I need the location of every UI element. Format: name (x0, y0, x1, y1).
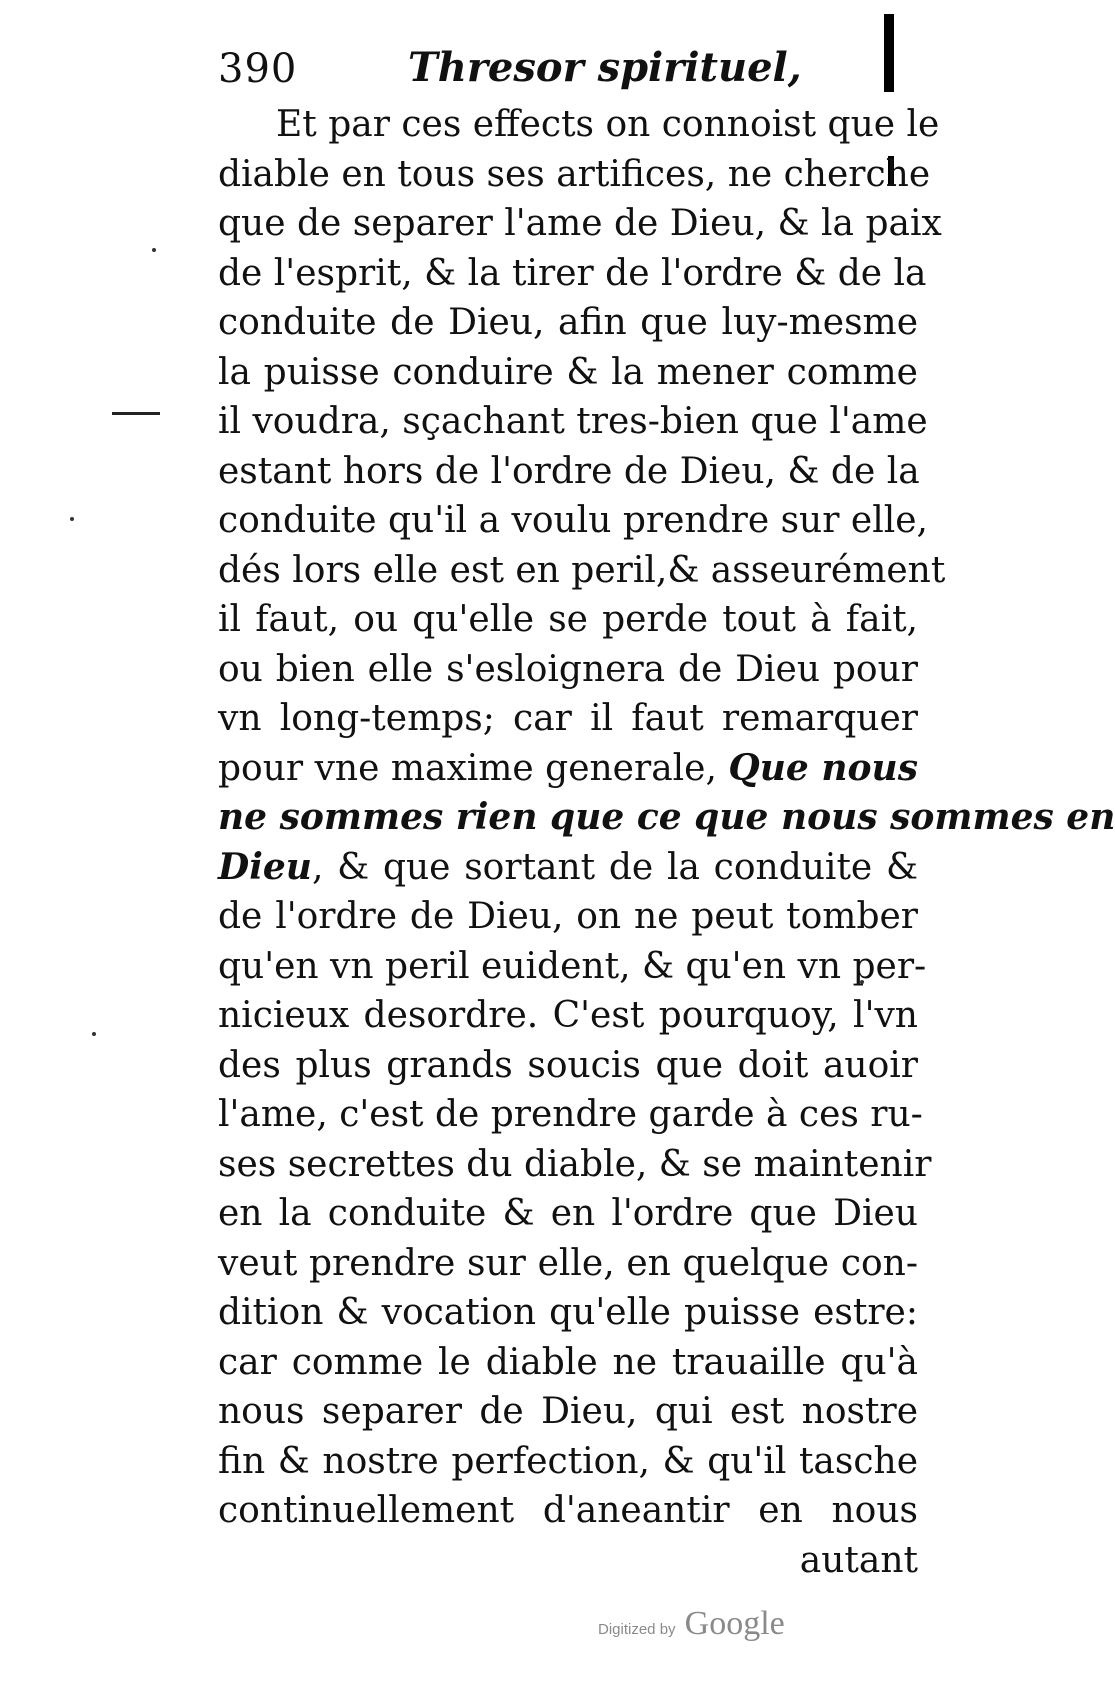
body-text (218, 100, 1115, 1585)
text-line: de l'ordre de Dieu, on ne peut tomber (218, 896, 918, 937)
text-line: qu'en vn peril euident, & qu'en vn per- (218, 945, 927, 987)
text-line: en la conduite & en l'ordre que Dieu (218, 1193, 918, 1234)
text-line: il voudra, sçachant tres-bien que l'ame (218, 401, 928, 442)
google-wordmark: Google (684, 1605, 785, 1642)
speck (92, 1032, 96, 1036)
running-head: Thresor spirituel, (408, 44, 802, 91)
text-line: car comme le diable ne trauaille qu'à (218, 1341, 918, 1383)
maxim-italic: Que nous (728, 746, 918, 789)
text-line: estant hors de l'ordre de Dieu, & de la (218, 450, 920, 492)
text-line: que de separer l'ame de Dieu, & la paix (218, 203, 942, 244)
text-line: l'ame, c'est de prendre garde à ces ru- (218, 1094, 923, 1135)
text-line: nous separer de Dieu, qui est nostre (218, 1391, 918, 1432)
text-line: dés lors elle est en peril,& asseurément (218, 549, 946, 591)
digitization-watermark (598, 1605, 785, 1643)
text-line: continuellement d'aneantir en nous (218, 1490, 918, 1531)
text-line: conduite qu'il a voulu prendre sur elle, (218, 500, 928, 541)
page-number: 390 (218, 46, 298, 92)
text-line: diable en tous ses artifices, ne cherche (218, 153, 931, 195)
text-line: Et par ces effects on connoist que le (276, 104, 940, 145)
page-header (218, 38, 918, 98)
text-line: de l'esprit, & la tirer de l'ordre & de la (218, 252, 927, 294)
digitized-by-label: Digitized by (598, 1621, 676, 1638)
text-line: ou bien elle s'esloignera de Dieu pour (218, 648, 918, 690)
text-line: conduite de Dieu, afin que luy-mesme (218, 302, 918, 343)
text-line: vn long-temps; car il faut remarquer (218, 698, 918, 739)
text-line: des plus grands soucis que doit auoir (218, 1044, 918, 1086)
maxim-italic: Dieu (218, 845, 312, 888)
text-line: il faut, ou qu'elle se perde tout à fait, (218, 599, 918, 640)
text-line: veut prendre sur elle, en quelque con- (218, 1242, 918, 1284)
text-segment: , & que sortant de la conduite & (311, 846, 918, 888)
text-line: ses secrettes du diable, & se maintenir (218, 1143, 932, 1185)
catchword: autant (799, 1539, 918, 1581)
text-line: la puisse conduire & la mener comme (218, 351, 918, 393)
text-line (218, 843, 918, 893)
text-line: dition & vocation qu'elle puisse estre: (218, 1292, 918, 1333)
margin-dash (112, 412, 160, 415)
text-line: nicieux desordre. C'est pourquoy, l'vn (218, 995, 918, 1036)
maxim-italic-line: ne sommes rien que ce que nous sommes en (218, 796, 1115, 838)
text-line: fin & nostre perfection, & qu'il tasche (218, 1440, 918, 1482)
page-edge-mark (884, 14, 894, 92)
text-line (218, 744, 918, 794)
speck (70, 517, 74, 521)
text-segment: pour vne maxime generale, (218, 747, 729, 789)
speck (152, 248, 156, 252)
